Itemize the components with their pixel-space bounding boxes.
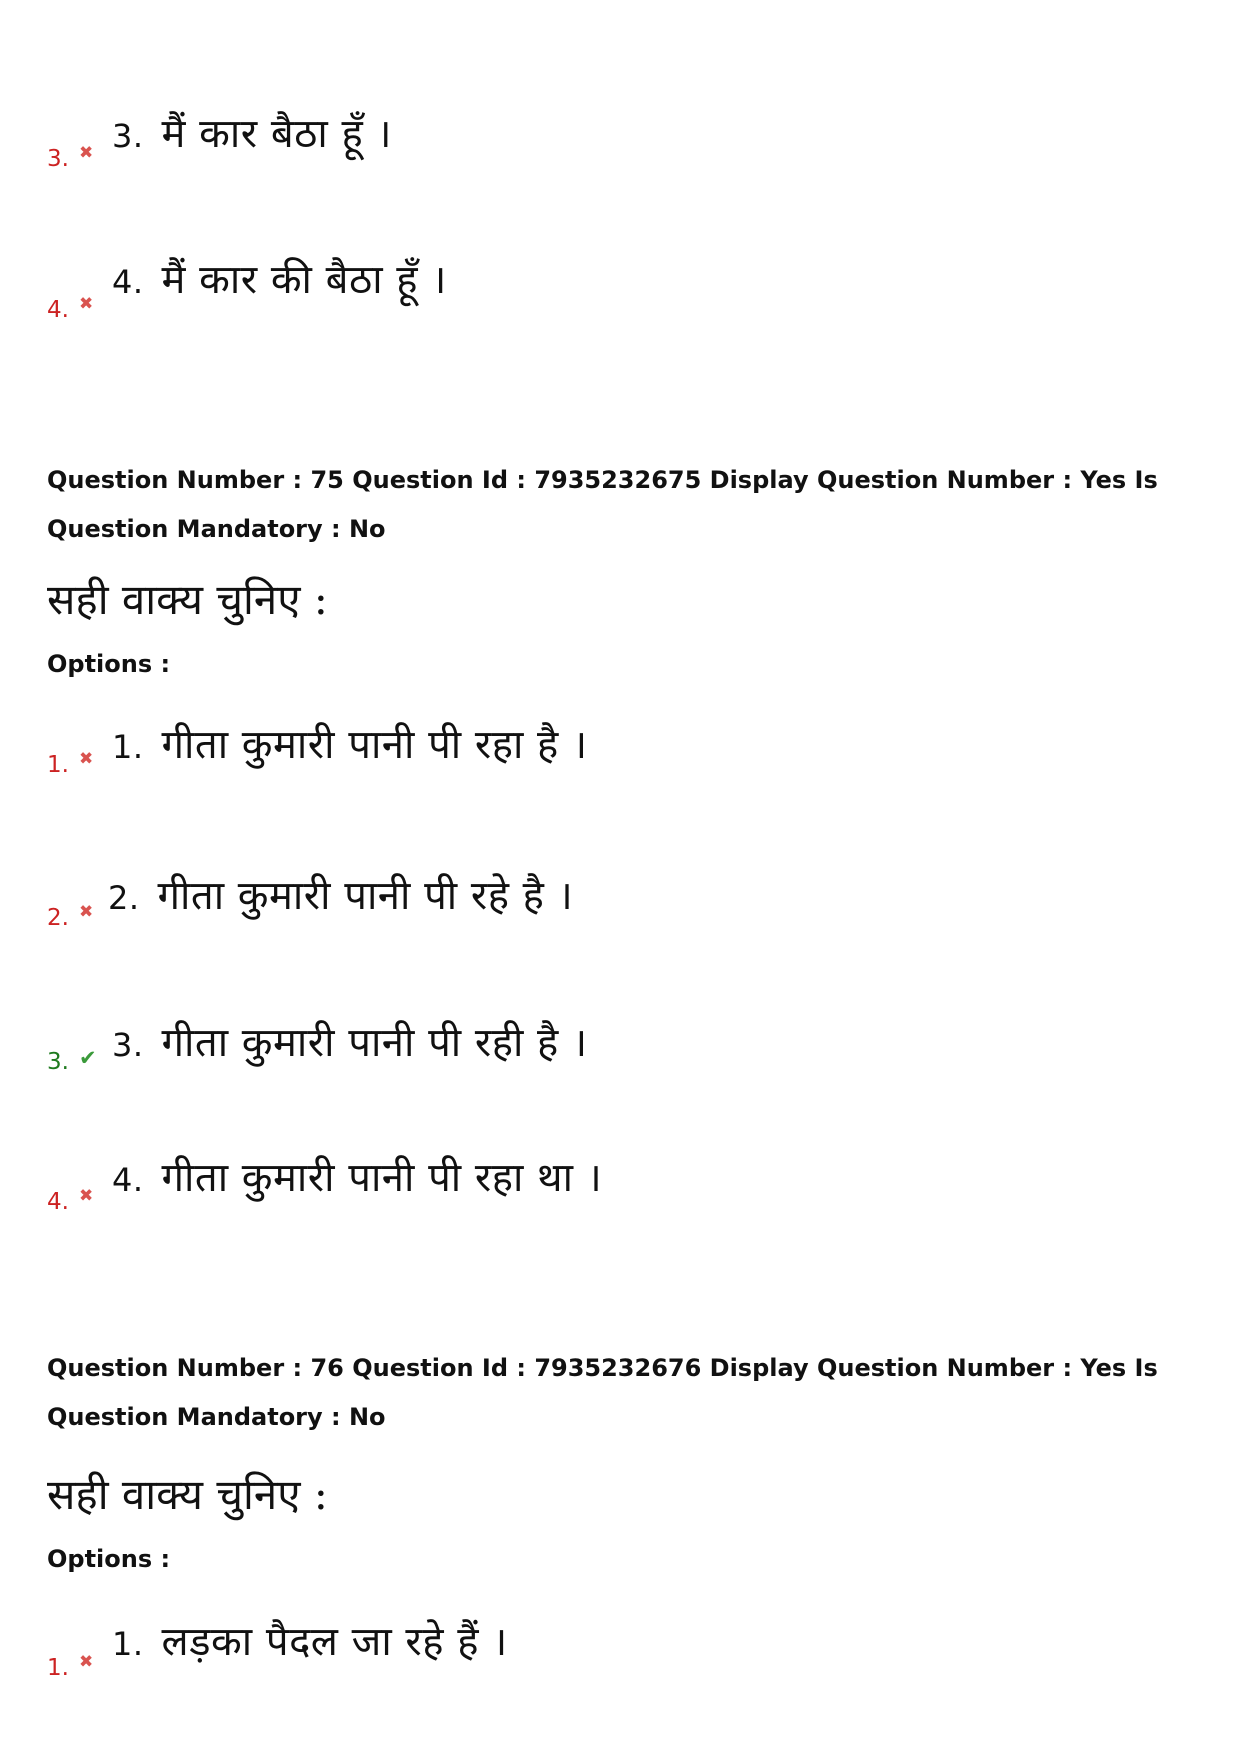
cross-icon: ✖ <box>78 142 94 163</box>
option-text <box>112 104 392 159</box>
option-text-body: मैं कार बैठा हूँ । <box>161 111 393 157</box>
option-text <box>112 715 588 770</box>
option-marker-number: 4. <box>47 297 69 323</box>
option-text-number: 4. <box>112 263 144 301</box>
question-prompt: सही वाक्य चुनिए : <box>47 575 328 624</box>
option-text <box>112 1148 602 1203</box>
option-text <box>112 1013 588 1068</box>
option-marker <box>47 748 94 778</box>
option-text-number: 3. <box>112 1026 144 1064</box>
option-marker <box>47 901 94 931</box>
cross-icon: ✖ <box>78 1651 94 1672</box>
option-text-body: गीता कुमारी पानी पी रही है । <box>161 1020 588 1066</box>
option-marker <box>47 1185 94 1215</box>
option-text-body: गीता कुमारी पानी पी रहा है । <box>161 722 588 768</box>
cross-icon: ✖ <box>78 293 94 314</box>
option-marker-number: 1. <box>47 752 69 778</box>
cross-icon: ✖ <box>78 1185 94 1206</box>
option-text <box>112 1612 508 1667</box>
cross-icon: ✖ <box>78 901 94 922</box>
option-text-body: गीता कुमारी पानी पी रहा था । <box>161 1155 603 1201</box>
option-text <box>108 866 573 921</box>
option-text-number: 3. <box>112 117 144 155</box>
option-marker-number: 2. <box>47 905 69 931</box>
option-marker-number: 3. <box>47 146 69 172</box>
question-meta: Question Number : 75 Question Id : 7935232675 Display Question Number : Yes Is Question Mandatory : No <box>47 466 1158 543</box>
option-marker-correct <box>47 1045 97 1075</box>
check-icon: ✔ <box>78 1045 97 1070</box>
option-text-number: 2. <box>108 879 140 917</box>
option-marker-number: 4. <box>47 1189 69 1215</box>
option-text-number: 1. <box>112 728 144 766</box>
option-marker-number: 1. <box>47 1655 69 1681</box>
option-marker <box>47 1651 94 1681</box>
question-meta: Question Number : 76 Question Id : 7935232676 Display Question Number : Yes Is Question Mandatory : No <box>47 1354 1158 1431</box>
option-text-body: मैं कार की बैठा हूँ । <box>161 257 447 303</box>
option-text <box>112 250 447 305</box>
cross-icon: ✖ <box>78 748 94 769</box>
question-prompt: सही वाक्य चुनिए : <box>47 1470 328 1519</box>
options-label: Options : <box>47 650 171 678</box>
option-text-number: 4. <box>112 1161 144 1199</box>
option-text-number: 1. <box>112 1625 144 1663</box>
options-label: Options : <box>47 1545 171 1573</box>
option-marker <box>47 293 94 323</box>
option-marker-number: 3. <box>47 1049 69 1075</box>
option-text-body: लड़का पैदल जा रहे हैं । <box>161 1619 508 1665</box>
option-text-body: गीता कुमारी पानी पी रहे है । <box>157 873 574 919</box>
option-marker <box>47 142 94 172</box>
